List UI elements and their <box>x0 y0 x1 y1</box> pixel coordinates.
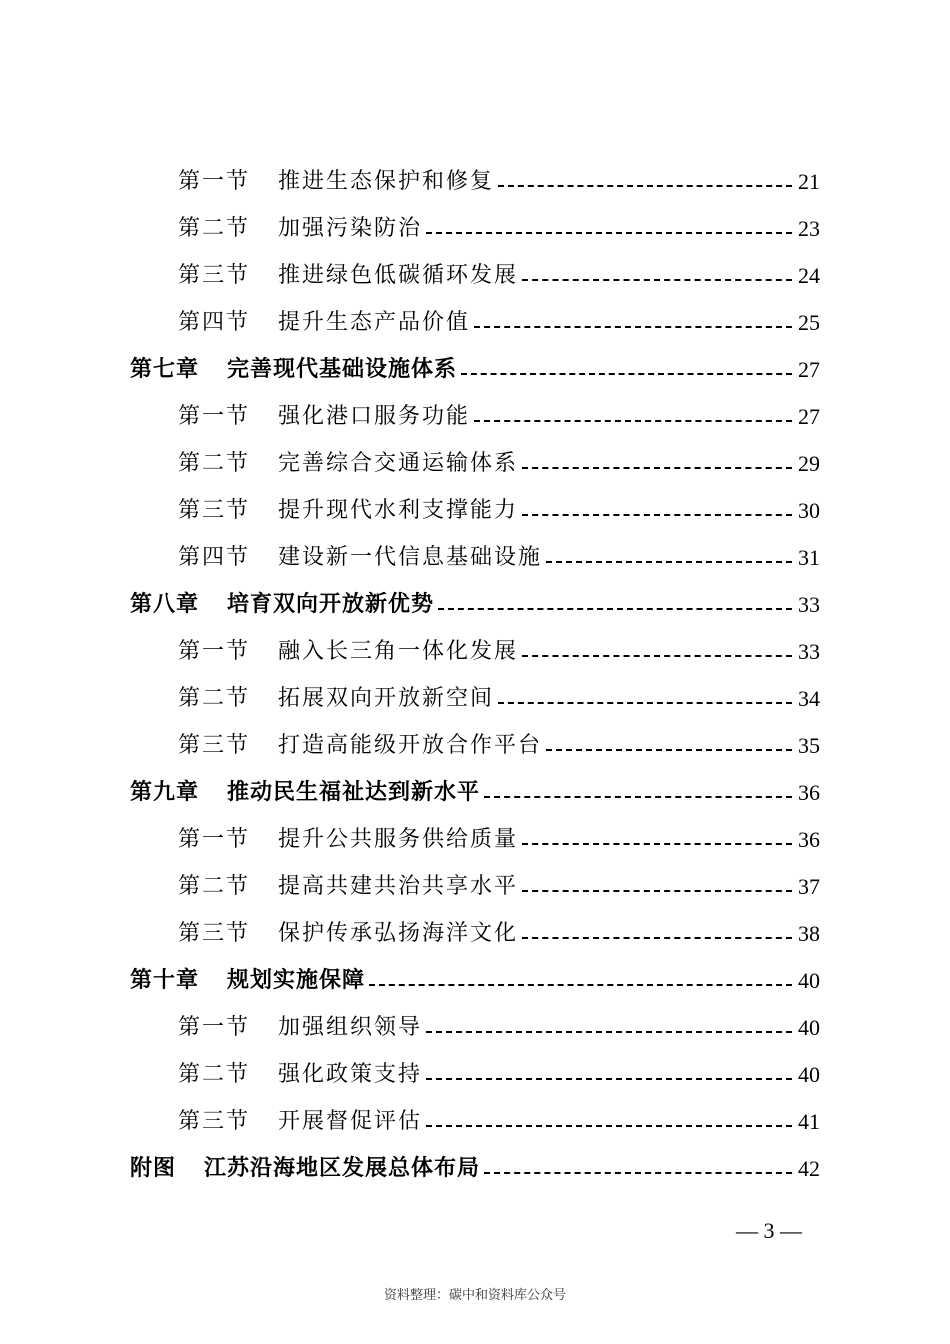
toc-section-row[interactable] <box>178 816 820 863</box>
toc-section-row[interactable] <box>178 1051 820 1098</box>
toc-page-number: 27 <box>798 403 820 429</box>
toc-entry-title: 完善综合交通运输体系 <box>278 450 519 476</box>
toc-page-number: 33 <box>798 591 820 617</box>
toc-page-number: 23 <box>798 215 820 241</box>
toc-entry-label: 第三节 <box>178 1108 251 1134</box>
toc-entry-label: 第一节 <box>178 168 251 194</box>
toc-page-number: 36 <box>798 779 820 805</box>
toc-entry-title: 建设新一代信息基础设施 <box>278 544 543 570</box>
toc-entry-title: 推进绿色低碳循环发展 <box>278 262 519 288</box>
toc-entry-title: 培育双向开放新优势 <box>227 591 435 617</box>
toc-entry-label: 第二节 <box>178 873 251 899</box>
toc-entry-label: 第二节 <box>178 1061 251 1087</box>
toc-entry-label: 第八章 <box>130 591 200 617</box>
toc-dot-leader <box>426 1125 792 1127</box>
toc-page-number: 38 <box>798 920 820 946</box>
toc-section-row[interactable] <box>178 487 820 534</box>
toc-section-row[interactable] <box>178 628 820 675</box>
toc-dot-leader <box>461 373 792 375</box>
toc-section-row[interactable] <box>178 1004 820 1051</box>
toc-entry-label: 第一节 <box>178 826 251 852</box>
toc-dot-leader <box>369 984 792 986</box>
toc-page-number: 31 <box>798 544 820 570</box>
toc-entry-title: 推进生态保护和修复 <box>278 168 495 194</box>
toc-entry-title: 开展督促评估 <box>278 1108 423 1134</box>
toc-section-row[interactable] <box>178 722 820 769</box>
toc-entry-title: 规划实施保障 <box>227 967 366 993</box>
toc-page-number: 40 <box>798 967 820 993</box>
toc-entry-title: 提升生态产品价值 <box>278 309 471 335</box>
toc-dot-leader <box>522 514 792 516</box>
footer-note: 资料整理：碳中和资料库公众号 <box>383 1288 566 1303</box>
toc-entry-label: 第三节 <box>178 920 251 946</box>
toc-entry-label: 第一节 <box>178 403 251 429</box>
toc-dot-leader <box>522 937 792 939</box>
toc-entry-title: 提高共建共治共享水平 <box>278 873 519 899</box>
toc-section-row[interactable] <box>178 675 820 722</box>
toc-entry-title: 保护传承弘扬海洋文化 <box>278 920 519 946</box>
toc-entry-label: 第一节 <box>178 638 251 664</box>
toc-page-number: 42 <box>798 1155 820 1181</box>
toc-entry-title: 江苏沿海地区发展总体布局 <box>204 1155 481 1181</box>
toc-dot-leader <box>546 561 792 563</box>
toc-chapter-row[interactable] <box>130 1145 820 1192</box>
toc-section-row[interactable] <box>178 205 820 252</box>
toc-entry-label: 第十章 <box>130 967 200 993</box>
toc-page-number: 40 <box>798 1014 820 1040</box>
toc-entry-label: 第一节 <box>178 1014 251 1040</box>
toc-section-row[interactable] <box>178 534 820 581</box>
toc-entry-title: 加强组织领导 <box>278 1014 423 1040</box>
toc-entry-label: 第四节 <box>178 309 251 335</box>
toc-entry-title: 提升现代水利支撑能力 <box>278 497 519 523</box>
toc-dot-leader <box>522 655 792 657</box>
toc-section-row[interactable] <box>178 158 820 205</box>
toc-page-number: 25 <box>798 309 820 335</box>
toc-page-number: 33 <box>798 638 820 664</box>
toc-entry-label: 第四节 <box>178 544 251 570</box>
toc-entry-label: 第三节 <box>178 497 251 523</box>
toc-section-row[interactable] <box>178 1098 820 1145</box>
toc-dot-leader <box>546 749 792 751</box>
toc-section-row[interactable] <box>178 440 820 487</box>
toc-page-number: 37 <box>798 873 820 899</box>
toc-page-number: 30 <box>798 497 820 523</box>
toc-dot-leader <box>522 890 792 892</box>
toc-page-number: 27 <box>798 356 820 382</box>
toc-entry-title: 融入长三角一体化发展 <box>278 638 519 664</box>
toc-section-row[interactable] <box>178 252 820 299</box>
toc-page-number: 36 <box>798 826 820 852</box>
toc-entry-label: 第二节 <box>178 685 251 711</box>
toc-section-row[interactable] <box>178 299 820 346</box>
toc-page-number: 29 <box>798 450 820 476</box>
toc-dot-leader <box>522 467 792 469</box>
toc-entry-title: 加强污染防治 <box>278 215 423 241</box>
toc-entry-title: 强化港口服务功能 <box>278 403 471 429</box>
toc-page-number: 41 <box>798 1108 820 1134</box>
toc-dot-leader <box>438 608 792 610</box>
toc-entry-title: 打造高能级开放合作平台 <box>278 732 543 758</box>
toc-dot-leader <box>474 420 792 422</box>
toc-entry-label: 第三节 <box>178 262 251 288</box>
toc-page-number: 34 <box>798 685 820 711</box>
toc-page-number: 21 <box>798 168 820 194</box>
toc-entry-label: 第三节 <box>178 732 251 758</box>
toc-entry-label: 第二节 <box>178 215 251 241</box>
toc-section-row[interactable] <box>178 910 820 957</box>
toc-dot-leader <box>426 232 792 234</box>
toc-dot-leader <box>498 702 792 704</box>
toc-chapter-row[interactable] <box>130 581 820 628</box>
toc-dot-leader <box>522 279 792 281</box>
toc-entry-title: 拓展双向开放新空间 <box>278 685 495 711</box>
toc-entry-label: 附图 <box>130 1155 177 1181</box>
toc-entry-title: 完善现代基础设施体系 <box>227 356 458 382</box>
toc-entry-label: 第七章 <box>130 356 200 382</box>
toc-dot-leader <box>484 796 792 798</box>
toc-entry-title: 强化政策支持 <box>278 1061 423 1087</box>
toc-entry-title: 提升公共服务供给质量 <box>278 826 519 852</box>
toc-dot-leader <box>522 843 792 845</box>
toc-dot-leader <box>426 1031 792 1033</box>
toc-entry-label: 第九章 <box>130 779 200 805</box>
toc-entry-label: 第二节 <box>178 450 251 476</box>
page-number: — 3 — <box>736 1218 802 1243</box>
toc-dot-leader <box>498 185 792 187</box>
toc-page-number: 24 <box>798 262 820 288</box>
toc-dot-leader <box>426 1078 792 1080</box>
toc-dot-leader <box>474 326 792 328</box>
toc-chapter-row[interactable] <box>130 769 820 816</box>
toc-chapter-row[interactable] <box>130 957 820 1004</box>
toc-page-number: 40 <box>798 1061 820 1087</box>
toc-entry-title: 推动民生福祉达到新水平 <box>227 779 481 805</box>
toc-section-row[interactable] <box>178 393 820 440</box>
toc-page-number: 35 <box>798 732 820 758</box>
toc-section-row[interactable] <box>178 863 820 910</box>
toc-dot-leader <box>484 1172 792 1174</box>
toc-chapter-row[interactable] <box>130 346 820 393</box>
